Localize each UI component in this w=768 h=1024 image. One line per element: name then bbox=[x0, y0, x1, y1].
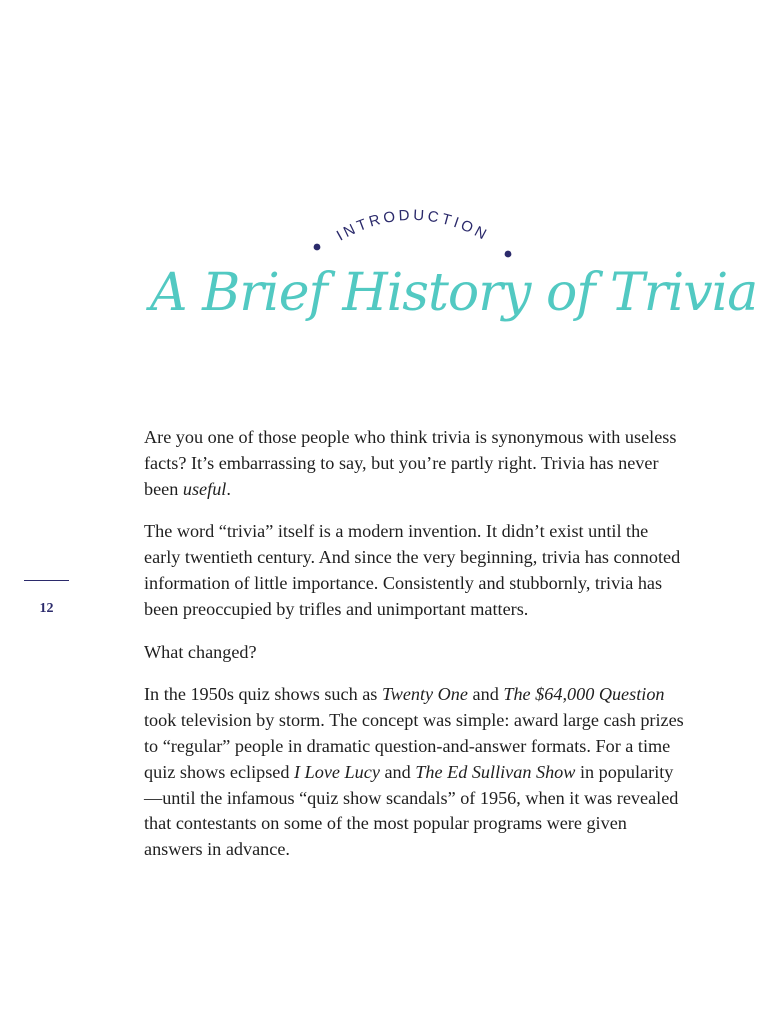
paragraph-1 bbox=[144, 425, 684, 502]
paragraph-3 bbox=[144, 640, 684, 666]
paragraph-text: and bbox=[379, 761, 416, 782]
page-number-rule bbox=[24, 580, 69, 581]
paragraph-text: took television by storm. The concept was simple: award large cash prizes to “regular” people in dramatic question-and-answer formats. For a time quiz shows eclipsed bbox=[144, 710, 684, 782]
kicker-text bbox=[334, 207, 492, 245]
show-title: Twenty One bbox=[381, 684, 468, 705]
paragraph-text: In the 1950s quiz shows such as bbox=[144, 684, 382, 705]
paragraph-4 bbox=[144, 682, 684, 863]
paragraph-text: Are you one of those people who think trivia is synonymous with useless facts? It’s embarrassing to say, but you’re partly right. Trivia has never been bbox=[144, 427, 677, 499]
paragraph-text: and bbox=[467, 684, 504, 705]
paragraph-emphasis: useful bbox=[182, 478, 227, 499]
paragraph-2 bbox=[144, 519, 684, 622]
chapter-title: A Brief History of Trivia bbox=[150, 263, 758, 323]
show-title: The Ed Sullivan Show bbox=[415, 761, 576, 782]
paragraph-text: The word “trivia” itself is a modern invention. It didn’t exist until the early twentieth century. And since the very beginning, trivia has connoted information of little importance. Consistently and stubbornly, trivia has been preoccupied by trifles and unimportant matters. bbox=[144, 521, 681, 619]
show-title: The $64,000 Question bbox=[503, 684, 665, 705]
paragraph-text: What changed? bbox=[144, 641, 257, 662]
paragraph-text: . bbox=[226, 478, 231, 499]
kicker-label: INTRODUCTION bbox=[333, 206, 492, 245]
paragraph-text: in popularity—until the infamous “quiz show scandals” of 1956, when it was revealed that contestants on some of the most popular programs were given answers in advance. bbox=[144, 761, 679, 860]
page-number: 12 bbox=[39, 601, 54, 616]
body-text bbox=[144, 425, 684, 880]
show-title: I Love Lucy bbox=[294, 761, 380, 782]
